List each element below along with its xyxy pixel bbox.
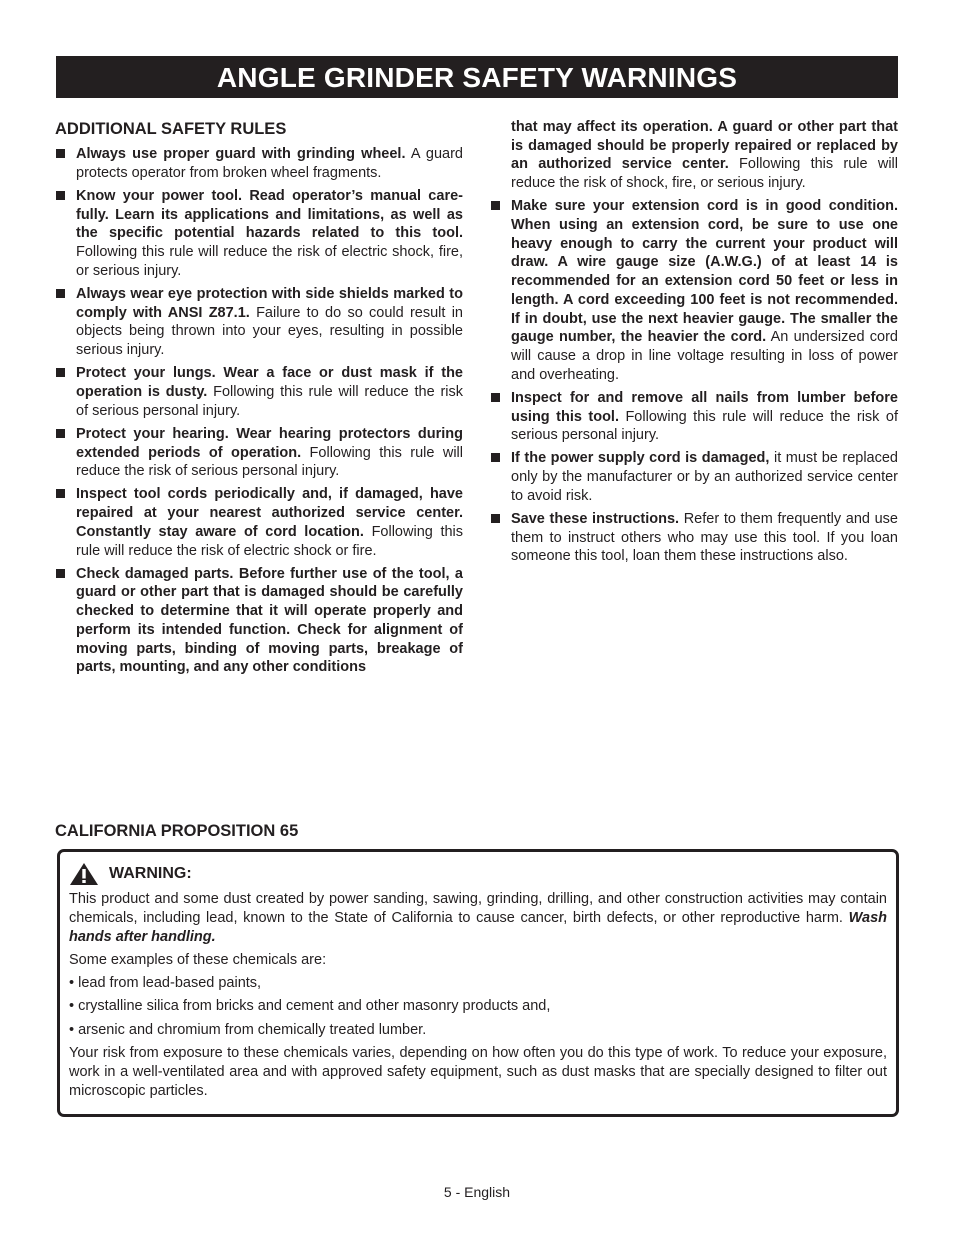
square-bullet-icon — [491, 393, 500, 402]
square-bullet-icon — [491, 514, 500, 523]
rule-item — [55, 485, 463, 560]
example-item: • lead from lead-based paints, — [69, 975, 262, 992]
page-title: ANGLE GRINDER SAFETY WARNINGS — [216, 62, 738, 93]
rule-lead: Protect your lungs. Wear a face or dust mask if the operation is dusty. — [76, 365, 463, 400]
page-number: 5 - English — [443, 1184, 511, 1200]
warning-triangle-icon — [69, 862, 99, 886]
rule-lead: Inspect for and remove all nails from lumber before using this tool. — [511, 389, 898, 425]
rule-item — [55, 187, 463, 281]
rule-lead: Protect your hearing. Wear hearing protectors during extended periods of operation. — [76, 425, 463, 461]
rule-item — [490, 449, 898, 505]
warning-intro — [69, 890, 887, 946]
rule-lead: that may affect its operation. A guard or other part that is damaged should be properly repaired or replaced by an authorized service center. — [511, 119, 898, 173]
warning-title — [69, 862, 887, 886]
rule-lead: Make sure your extension cord is in good condition. When using an extension cord, be sure to use one heavy enough to carry the current your product will draw. A wire gauge size (A.W.G.) of at least 14 is recommended for an extension cord 50 feet or less in length. A cord exceeding 100 feet is not recommended. If in doubt, use the next heavier gauge. The smaller the gauge number, the heavier the cord. — [511, 198, 898, 346]
rule-continuation — [490, 118, 898, 193]
rule-lead: If the power supply cord is damaged, — [511, 450, 770, 467]
rule-text: A guard protects operator from broken wheel fragments. — [76, 146, 463, 181]
rule-text: Refer to them frequently and use them to instruct others who may use this tool. If you loan someone this tool, loan them these instructions also. — [511, 511, 898, 565]
rule-item — [55, 145, 463, 182]
square-bullet-icon — [56, 569, 65, 578]
warning-intro-text: This product and some dust created by power sanding, sawing, grinding, drilling, and other construction activities may contain chemicals, including lead, known to the State of California to cause cancer, birth defects, or other reproductive harm. — [69, 891, 887, 926]
rule-text: An undersized cord will cause a drop in line voltage resulting in loss of power and overheating. — [511, 329, 898, 383]
examples-intro: Some examples of these chemicals are: — [69, 951, 327, 968]
page-title-banner — [56, 56, 898, 98]
rule-text: it must be replaced only by the manufacturer or by an authorized service center to avoid risk. — [511, 450, 898, 504]
section-heading-prop65: CALIFORNIA PROPOSITION 65 — [55, 822, 299, 840]
square-bullet-icon — [491, 453, 500, 462]
square-bullet-icon — [56, 429, 65, 438]
rules-list-right — [490, 197, 898, 566]
rule-text: Following this rule will reduce the risk of serious personal injury. — [511, 408, 898, 444]
example-item: • crystalline silica from bricks and cement and other masonry products and, — [69, 998, 551, 1015]
square-bullet-icon — [56, 489, 65, 498]
rule-text: Following this rule will reduce the risk of serious personal injury. — [76, 444, 464, 480]
rule-item — [55, 364, 463, 420]
square-bullet-icon — [56, 149, 65, 158]
rule-item — [490, 197, 898, 384]
rule-lead: Save these instructions. — [511, 511, 680, 528]
warning-label: WARNING: — [109, 864, 192, 882]
rule-item — [55, 285, 463, 360]
rule-lead: Inspect tool cords periodically and, if damaged, have repaired at your nearest authorized service center. Constantly stay aware of cord location. — [76, 486, 463, 540]
rule-lead: Always use proper guard with grinding wheel. — [76, 146, 406, 162]
square-bullet-icon — [56, 191, 65, 200]
prop65-warning-box — [57, 849, 899, 1117]
rule-item — [490, 510, 898, 566]
rule-item — [55, 565, 463, 677]
rule-text: Following this rule will reduce the risk of electric shock, fire, or serious injury. — [76, 244, 463, 279]
right-column — [490, 118, 898, 571]
rule-lead: Always wear eye protection with side shields marked to comply with ANSI Z87.1. — [76, 285, 463, 321]
warning-emphasis: Wash hands after handling. — [69, 909, 887, 945]
rule-text: Following this rule will reduce the risk of shock, fire, or serious injury. — [511, 156, 898, 192]
rule-lead: Know your power tool. Read operator’s manual carefully. Learn its applications and limitations, as well as the specific potential hazards related to this tool. — [76, 187, 463, 242]
section-heading-additional-rules: ADDITIONAL SAFETY RULES — [55, 120, 287, 138]
rules-list-left — [55, 145, 463, 677]
rule-text: Following this rule will reduce the risk of serious personal injury. — [76, 383, 463, 419]
example-item: • arsenic and chromium from chemically treated lumber. — [69, 1021, 427, 1038]
warning-closing: Your risk from exposure to these chemicals varies, depending on how often you do this type of work. To reduce your exposure, work in a well-ventilated area and with approved safety equipment, such as dust masks that are specially designed to filter out microscopic particles. — [69, 1045, 887, 1099]
rule-text: Following this rule will reduce the risk of electric shock or fire. — [76, 523, 464, 559]
square-bullet-icon — [56, 289, 65, 298]
rule-item — [490, 389, 898, 445]
rule-lead: Check damaged parts. Before further use of the tool, a guard or other part that is damaged should be carefully checked to determine that it will operate properly and perform its intended function. Check for alignment of moving parts, binding of moving parts, breakage of parts, mounting, and any other conditions — [76, 565, 463, 676]
left-column — [55, 119, 463, 681]
rule-text: Failure to do so could result in objects being thrown into your eyes, resulting in possible serious injury. — [76, 304, 463, 359]
rule-item — [55, 425, 463, 481]
square-bullet-icon — [56, 368, 65, 377]
square-bullet-icon — [491, 201, 500, 210]
